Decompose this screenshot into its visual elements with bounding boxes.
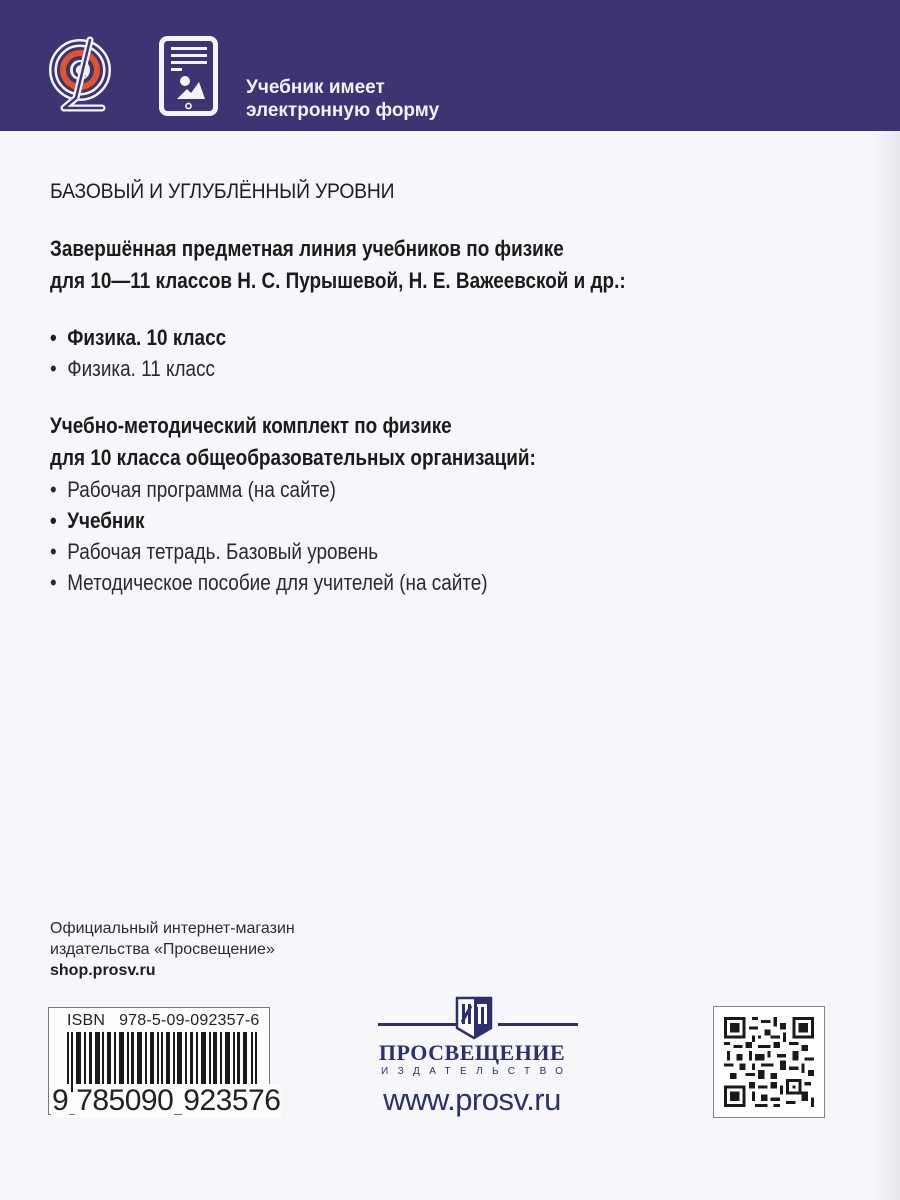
bullet-icon: •	[50, 570, 57, 595]
isbn-digits-group-2: 923576	[183, 1084, 281, 1117]
kit-heading-line-2: для 10 класса общеобразовательных организаций:	[50, 445, 536, 470]
divider	[498, 1023, 578, 1026]
isbn-digits-group-1: 785090	[76, 1084, 174, 1117]
publisher-name: ПРОСВЕЩЕНИЕ	[378, 1040, 566, 1065]
globe-c-icon	[46, 36, 116, 114]
ebook-notice-line-2: электронную форму	[246, 100, 440, 121]
kit-item-teacher-guide	[50, 567, 755, 598]
spine-edge	[872, 0, 900, 1200]
series-heading-line-2: для 10—11 классов Н. С. Пурышевой, Н. Е. Важеевской и др.:	[50, 268, 626, 293]
kit-item-textbook	[50, 505, 755, 536]
ebook-notice	[246, 76, 439, 122]
bullet-icon: •	[50, 477, 57, 502]
kit-heading-line-1: Учебно-методический комплект по физике	[50, 413, 452, 438]
ebook-tablet-icon	[159, 36, 218, 116]
isbn-barcode-box	[48, 1007, 281, 1117]
series-item-physics-10	[50, 322, 755, 353]
divider	[378, 1023, 458, 1026]
publisher-logo	[372, 996, 572, 1126]
series-block	[50, 233, 870, 297]
publisher-emblem-icon	[454, 996, 494, 1040]
kit-item-workbook	[50, 536, 755, 567]
series-heading-line-1: Завершённая предметная линия учебников по физике	[50, 236, 564, 261]
shop-info	[50, 918, 295, 981]
ebook-notice-line-1: Учебник имеет	[246, 77, 385, 98]
bullet-icon: •	[50, 356, 57, 381]
isbn-digits	[51, 1084, 281, 1118]
kit-item-label: Рабочая программа (на сайте)	[67, 477, 336, 502]
levels-title: БАЗОВЫЙ И УГЛУБЛЁННЫЙ УРОВНИ	[50, 180, 395, 203]
header-band	[0, 0, 900, 131]
bullet-icon: •	[50, 325, 57, 350]
shop-line-2: издательства «Просвещение»	[50, 941, 275, 958]
publisher-url-link[interactable]: www.prosv.ru	[383, 1082, 561, 1117]
publisher-subtitle: ИЗДАТЕЛЬСТВО	[381, 1066, 573, 1077]
shop-url-link[interactable]: shop.prosv.ru	[50, 962, 156, 979]
bullet-icon: •	[50, 539, 57, 564]
bullet-icon: •	[50, 508, 57, 533]
qr-code-icon	[724, 1017, 814, 1107]
series-item-label: Физика. 10 класс	[67, 325, 227, 350]
kit-block	[50, 410, 870, 598]
shop-line-1: Официальный интернет-магазин	[50, 920, 295, 937]
isbn-label: ISBN 978-5-09-092357-6	[67, 1012, 260, 1029]
isbn-digit-first: 9	[52, 1084, 69, 1117]
series-item-physics-11	[50, 353, 755, 384]
kit-item-label: Рабочая тетрадь. Базовый уровень	[67, 539, 379, 564]
kit-item-label: Методическое пособие для учителей (на сайте)	[67, 570, 488, 595]
series-list	[50, 322, 870, 384]
kit-item-label: Учебник	[67, 508, 145, 533]
kit-item-program	[50, 474, 755, 505]
barcode-icon	[67, 1032, 262, 1092]
series-item-label: Физика. 11 класс	[67, 356, 215, 381]
qr-code-box[interactable]	[713, 1006, 825, 1118]
